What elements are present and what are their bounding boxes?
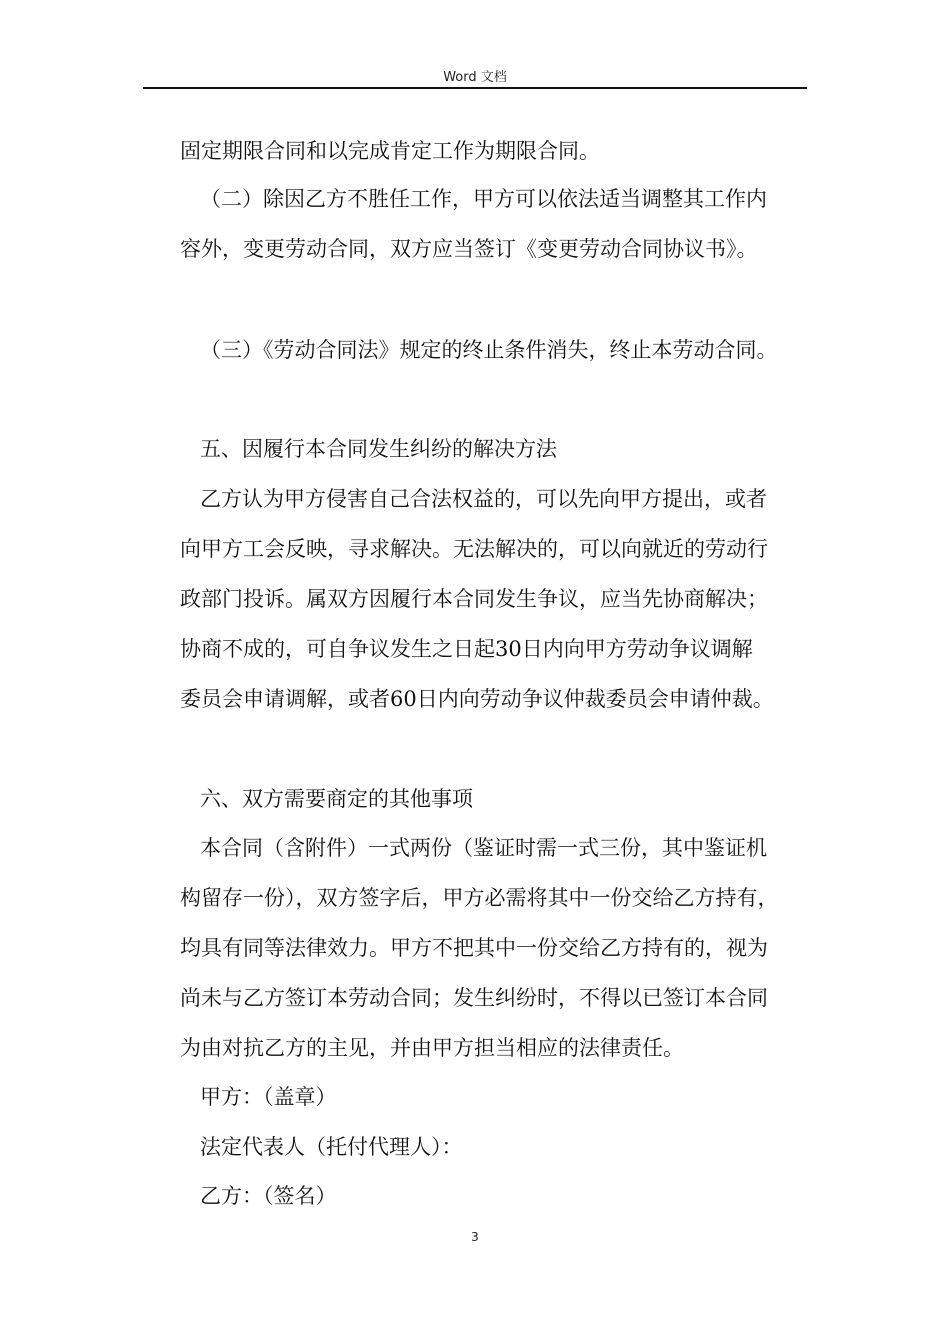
body-line: 向甲方工会反映，寻求解决。无法解决的，可以向就近的劳动行 <box>180 537 768 561</box>
header-rule <box>143 87 807 89</box>
party-b-signature-line: 乙方：（签名） <box>200 1184 337 1208</box>
body-line: 委员会申请调解，或者60日内向劳动争议仲裁委员会申请仲裁。 <box>180 687 774 711</box>
body-line: 尚未与乙方签订本劳动合同；发生纠纷时，不得以已签订本合同 <box>180 986 768 1010</box>
page-number: 3 <box>471 1230 479 1244</box>
section-heading: 五、因履行本合同发生纠纷的解决方法 <box>200 437 557 461</box>
body-line: （二）除因乙方不胜任工作，甲方可以依法适当调整其工作内 <box>200 187 767 211</box>
body-line: 为由对抗乙方的主见，并由甲方担当相应的法律责任。 <box>180 1036 684 1060</box>
body-line: 构留存一份），双方签字后，甲方必需将其中一份交给乙方持有， <box>180 886 779 910</box>
legal-representative-line: 法定代表人（托付代理人）： <box>200 1135 463 1159</box>
section-heading: 六、双方需要商定的其他事项 <box>200 787 473 811</box>
body-line: 均具有同等法律效力。甲方不把其中一份交给乙方持有的，视为 <box>180 936 768 960</box>
body-line: 乙方认为甲方侵害自己合法权益的，可以先向甲方提出，或者 <box>200 487 767 511</box>
body-line: 本合同（含附件）一式两份（鉴证时需一式三份，其中鉴证机 <box>200 836 767 860</box>
body-line: 政部门投诉。属双方因履行本合同发生争议，应当先协商解决； <box>180 587 768 611</box>
body-line: 协商不成的，可自争议发生之日起30日内向甲方劳动争议调解 <box>180 637 753 661</box>
body-line: （三）《劳动合同法》规定的终止条件消失，终止本劳动合同。 <box>200 338 778 362</box>
party-a-seal-line: 甲方：（盖章） <box>200 1085 337 1109</box>
page-header: Word 文档 <box>443 70 507 85</box>
body-line: 容外，变更劳动合同，双方应当签订《变更劳动合同协议书》。 <box>180 237 758 261</box>
body-line: 固定期限合同和以完成肯定工作为期限合同。 <box>180 139 600 163</box>
